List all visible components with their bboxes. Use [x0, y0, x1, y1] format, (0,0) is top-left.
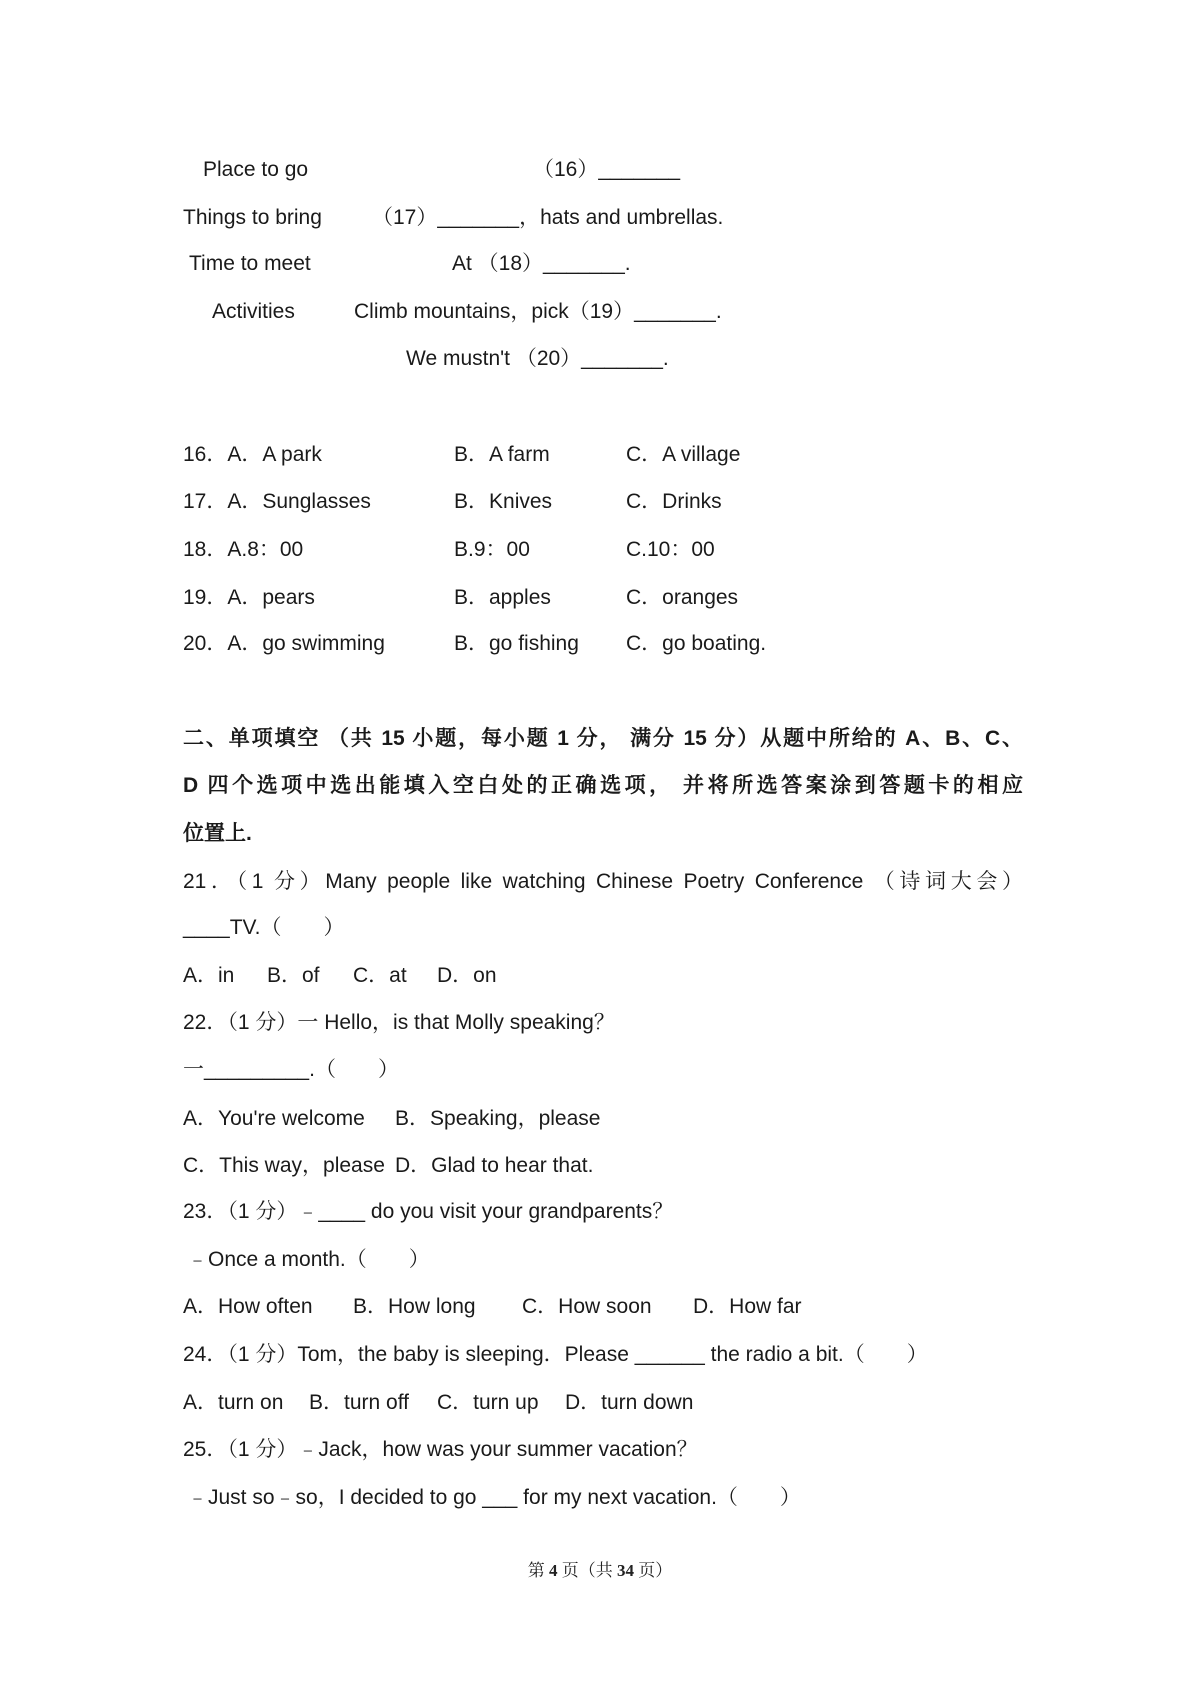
question-21-option-b: B．of [267, 964, 320, 987]
question-number: 18． [183, 538, 228, 561]
option-row-16-a [183, 440, 322, 470]
question-23-stem: 23．（1 分）﹣____ do you visit your grandparents？ [183, 1200, 674, 1223]
option-row-19-c: C．oranges [626, 586, 739, 609]
section-heading-line-3: 位置上. [183, 822, 252, 845]
option-a: A．pears [227, 586, 315, 609]
question-22-option-b: B．Speaking，please [395, 1107, 601, 1130]
option-row-18-b: B.9：00 [454, 538, 530, 561]
question-21-option-c: C．at [353, 964, 407, 987]
option-a: A．Sunglasses [227, 490, 371, 513]
page-footer [0, 1559, 1200, 1583]
option-row-20-a [183, 629, 385, 659]
footer-page-number: 4 [549, 1561, 558, 1580]
question-22-option-c: C．This way，please [183, 1154, 385, 1177]
option-row-17-a [183, 487, 371, 517]
footer-suffix: 页） [634, 1561, 673, 1580]
activity-value-place: （16）_______ [533, 158, 681, 181]
question-22-stem: 22．（1 分）一 Hello，is that Molly speaking？ [183, 1011, 615, 1034]
section-heading-line-1: 二、单项填空 （共 15 小题，每小题 1 分， 满分 15 分）从题中所给的 A、B、C、 [183, 727, 1023, 750]
question-23-option-d: D．How far [693, 1295, 802, 1318]
question-23-option-b: B．How long [353, 1295, 476, 1318]
option-row-17-b: B．Knives [454, 490, 553, 513]
footer-total-pages: 34 [617, 1561, 634, 1580]
activity-label-things: Things to bring [183, 206, 322, 229]
question-24-option-c: C．turn up [437, 1391, 539, 1414]
activity-value-things: （17）_______，hats and umbrellas. [372, 206, 724, 229]
option-row-19-b: B．apples [454, 586, 551, 609]
footer-middle: 页（共 [557, 1561, 617, 1580]
question-21-stem: 21．（1 分）Many people like watching Chinese Poetry Conference （诗词大会） [183, 870, 1023, 893]
option-row-17-c: C．Drinks [626, 490, 722, 513]
question-23-option-c: C．How soon [522, 1295, 652, 1318]
option-row-19-a [183, 583, 315, 613]
option-row-18-a [183, 535, 303, 565]
option-row-20-b: B．go fishing [454, 632, 579, 655]
question-21-option-d: D．on [437, 964, 497, 987]
activity-label-place: Place to go [203, 158, 309, 181]
option-a: A．A park [227, 443, 322, 466]
activity-label-activities: Activities [212, 300, 295, 323]
option-row-16-b: B．A farm [454, 443, 550, 466]
question-number: 19． [183, 586, 228, 609]
question-23-reply: ﹣Once a month.（ ） [187, 1248, 430, 1271]
question-number: 17． [183, 490, 228, 513]
question-22-option-d: D．Glad to hear that. [395, 1154, 594, 1177]
option-row-20-c: C．go boating. [626, 632, 767, 655]
question-24-option-b: B．turn off [309, 1391, 409, 1414]
question-number: 20． [183, 632, 228, 655]
activity-value-time: At （18）_______. [452, 252, 631, 275]
question-21-stem-line2: ____TV.（ ） [183, 916, 345, 939]
question-21-option-a: A．in [183, 964, 235, 987]
footer-prefix: 第 [527, 1561, 549, 1580]
question-22-option-a: A．You're welcome [183, 1107, 365, 1130]
question-24-option-a: A．turn on [183, 1391, 284, 1414]
option-a: A.8：00 [227, 538, 304, 561]
question-24-option-d: D．turn down [565, 1391, 694, 1414]
question-25-reply: ﹣Just so﹣so，I decided to go ___ for my next vacation.（ ） [187, 1486, 801, 1509]
activity-value-activities: Climb mountains，pick（19）_______. [354, 300, 722, 323]
section-heading-line-2: D 四个选项中选出能填入空白处的正确选项， 并将所选答案涂到答题卡的相应 [183, 774, 1023, 797]
option-row-18-c: C.10：00 [626, 538, 715, 561]
option-a: A．go swimming [227, 632, 385, 655]
question-25-stem: 25．（1 分）﹣Jack，how was your summer vacation？ [183, 1438, 698, 1461]
question-23-option-a: A．How often [183, 1295, 313, 1318]
option-row-16-c: C．A village [626, 443, 741, 466]
activity-label-time: Time to meet [189, 252, 311, 275]
question-number: 16． [183, 443, 228, 466]
activity-value-rules: We mustn't （20）_______. [406, 347, 669, 370]
question-24-stem: 24．（1 分）Tom，the baby is sleeping．Please ______ the radio a bit.（ ） [183, 1343, 928, 1366]
question-22-reply: 一_________.（ ） [183, 1058, 399, 1081]
